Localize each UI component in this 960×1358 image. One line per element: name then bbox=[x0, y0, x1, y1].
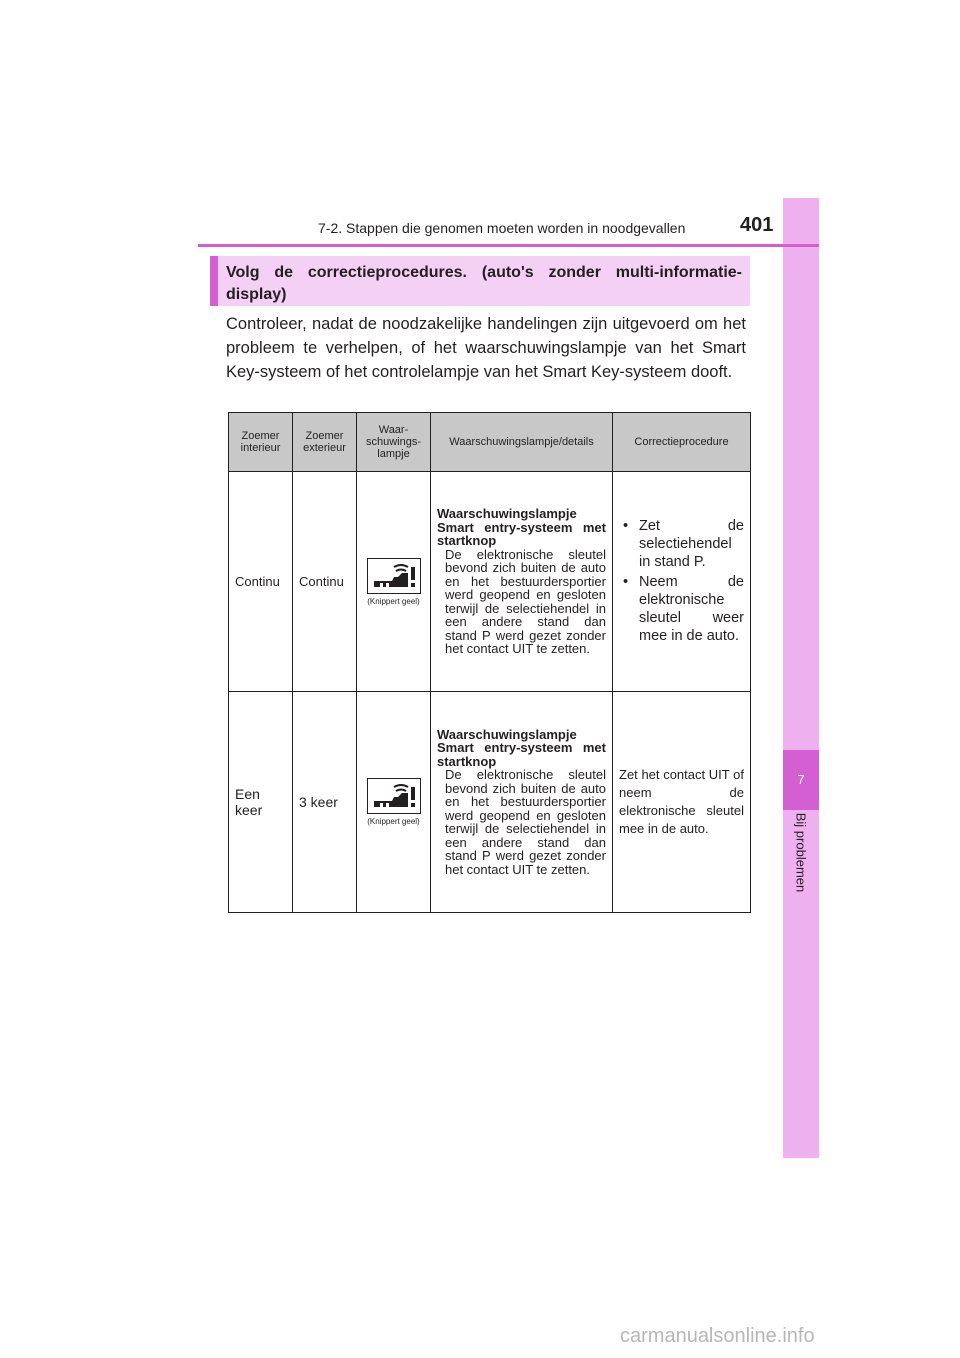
detail-title: Waarschuwingslampje Smart entry-systeem met startknop bbox=[437, 726, 606, 769]
chapter-title: Bij problemen bbox=[793, 812, 809, 893]
header-details: Waarschuwingslampje/details bbox=[431, 413, 613, 472]
lamp-note: (Knippert geel) bbox=[367, 817, 420, 826]
callout-accent-bar bbox=[210, 256, 218, 306]
smart-key-warning-icon bbox=[367, 558, 421, 594]
procedure-list bbox=[619, 517, 744, 645]
zoemer-exterieur-cell: 3 keer bbox=[293, 692, 357, 913]
header-zoemer-interieur: Zoemer interieur bbox=[229, 413, 293, 472]
zoemer-interieur-cell: Een keer bbox=[229, 692, 293, 913]
procedure-item: • Zet de selectiehendel in stand P. bbox=[623, 517, 744, 570]
header-rule bbox=[198, 244, 819, 247]
lamp-cell bbox=[357, 472, 431, 692]
table-row bbox=[229, 472, 751, 692]
zoemer-interieur-cell: Continu bbox=[229, 472, 293, 692]
callout-title: Volg de correctieprocedures. (auto's zonder multi-informatie-display) bbox=[226, 264, 742, 303]
detail-text: De elektronische sleutel bevond zich buiten de auto en het bestuurdersportier werd geopend en gesloten terwijl de selectiehendel in een andere stand dan stand P werd gezet zonder het contact UIT te zetten. bbox=[445, 767, 606, 877]
chapter-side-tab bbox=[783, 198, 819, 1158]
table-header-row bbox=[229, 413, 751, 472]
chapter-title-wrap bbox=[771, 800, 831, 910]
zoemer-exterieur-cell: Continu bbox=[293, 472, 357, 692]
detail-cell bbox=[431, 472, 613, 692]
page-number: 401 bbox=[740, 214, 774, 236]
procedure-cell: Zet het contact UIT of neem de elektronische sleutel mee in de auto. bbox=[613, 692, 751, 913]
detail-cell bbox=[431, 692, 613, 913]
procedure-table bbox=[228, 412, 751, 913]
callout-box bbox=[210, 256, 750, 306]
section-title: 7-2. Stappen die genomen moeten worden in noodgevallen bbox=[318, 220, 686, 236]
lamp-note: (Knippert geel) bbox=[367, 596, 420, 606]
detail-title: Waarschuwingslampje Smart entry-systeem met startknop bbox=[437, 506, 606, 549]
table-row bbox=[229, 692, 751, 913]
header-waarschuwingslampje: Waar-schuwings-lampje bbox=[357, 413, 431, 472]
detail-text: De elektronische sleutel bevond zich buiten de auto en het bestuurdersportier werd geopend en gesloten terwijl de selectiehendel in een andere stand dan stand P werd gezet zonder het contact UIT te zetten. bbox=[445, 546, 606, 657]
procedure-item: • Neem de elektronische sleutel weer mee in de auto. bbox=[623, 573, 744, 644]
procedure-cell bbox=[613, 472, 751, 692]
header-correctieprocedure: Correctieprocedure bbox=[613, 413, 751, 472]
intro-paragraph: Controleer, nadat de noodzakelijke handelingen zijn uitgevoerd om het probleem te verhelpen, of het waarschuwingslampje van het Smart Key-systeem of het controlelampje van het Smart Key-systeem dooft. bbox=[226, 315, 746, 381]
header-zoemer-exterieur: Zoemer exterieur bbox=[293, 413, 357, 472]
smart-key-warning-icon bbox=[367, 778, 421, 814]
chapter-number: 7 bbox=[783, 750, 819, 810]
watermark: carmanualsonline.info bbox=[620, 1325, 815, 1347]
lamp-cell bbox=[357, 692, 431, 913]
